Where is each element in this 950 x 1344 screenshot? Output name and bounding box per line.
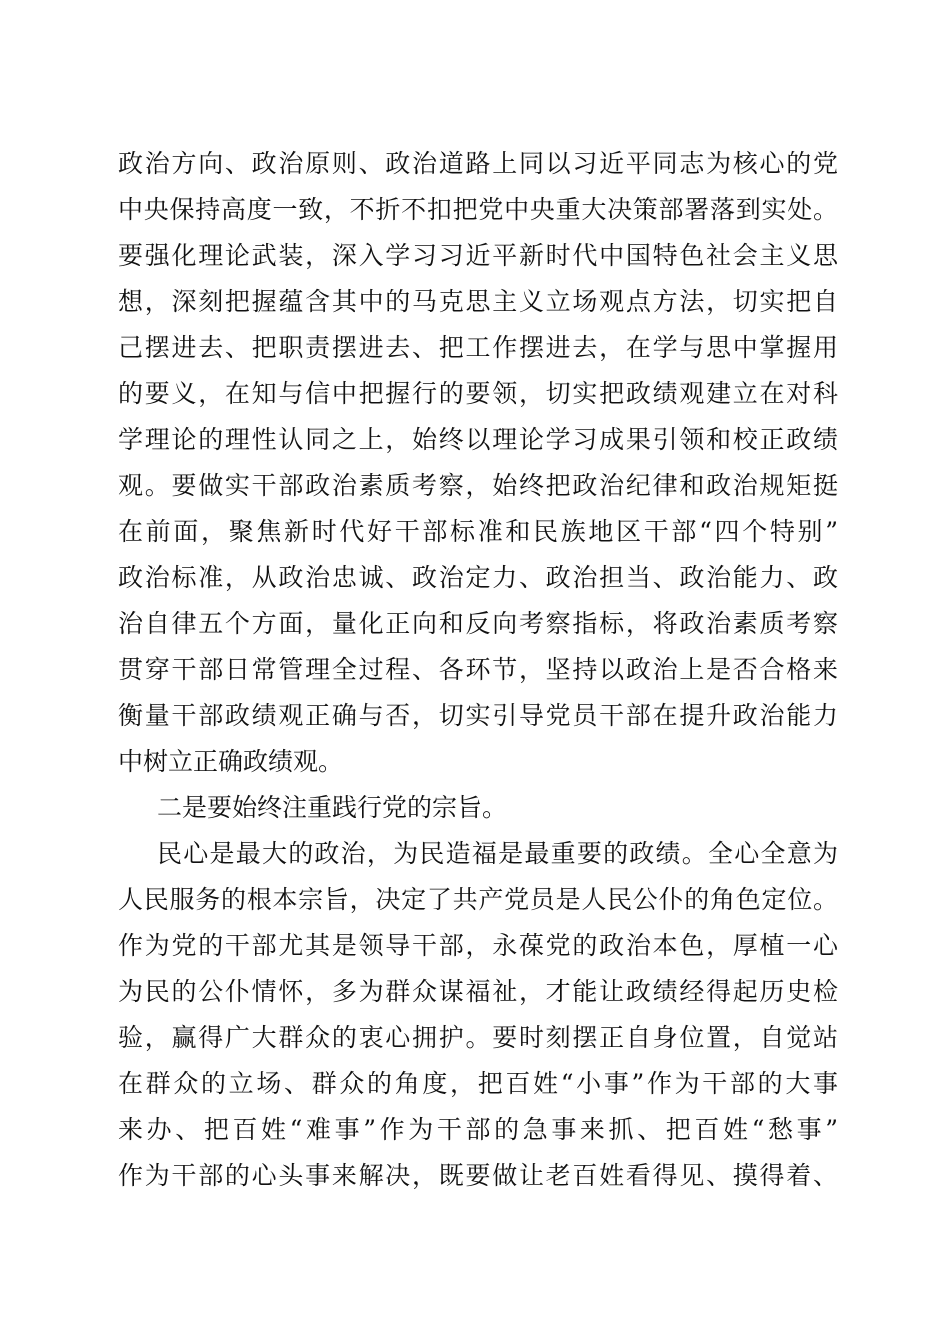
- paragraph-1-line-6: 的要义，在知与信中把握行的要领，切实把政绩观建立在对科: [118, 379, 838, 408]
- paragraph-1-line-7: 学理论的理性认同之上，始终以理论学习成果引领和校正政绩: [118, 425, 838, 454]
- paragraph-1-line-11: 治自律五个方面，量化正向和反向考察指标，将政治素质考察: [118, 609, 838, 638]
- paragraph-1-line-4: 想，深刻把握蕴含其中的马克思主义立场观点方法，切实把自: [118, 287, 838, 316]
- paragraph-1-line-2: 中央保持高度一致，不折不扣把党中央重大决策部署落到实处。: [118, 195, 838, 224]
- section-heading: 二是要始终注重践行党的宗旨。: [157, 793, 508, 822]
- paragraph-2-line-5: 验，赢得广大群众的衷心拥护。要时刻摆正自身位置，自觉站: [118, 1023, 838, 1052]
- paragraph-2-line-4: 为民的公仆情怀，多为群众谋福祉，才能让政绩经得起历史检: [118, 977, 838, 1006]
- paragraph-1-line-8: 观。要做实干部政治素质考察，始终把政治纪律和政治规矩挺: [118, 471, 838, 500]
- paragraph-2-line-1: 民心是最大的政治，为民造福是最重要的政绩。全心全意为: [157, 839, 838, 868]
- paragraph-1-line-12: 贯穿干部日常管理全过程、各环节，坚持以政治上是否合格来: [118, 655, 838, 684]
- paragraph-2-line-3: 作为党的干部尤其是领导干部，永葆党的政治本色，厚植一心: [118, 931, 838, 960]
- paragraph-1-line-13: 衡量干部政绩观正确与否，切实引导党员干部在提升政治能力: [118, 701, 838, 730]
- paragraph-1-line-3: 要强化理论武装，深入学习习近平新时代中国特色社会主义思: [118, 241, 838, 270]
- paragraph-1-line-1: 政治方向、政治原则、政治道路上同以习近平同志为核心的党: [118, 149, 838, 178]
- paragraph-1-line-14: 中树立正确政绩观。: [118, 747, 344, 776]
- paragraph-2-line-2: 人民服务的根本宗旨，决定了共产党员是人民公仆的角色定位。: [118, 885, 838, 914]
- paragraph-2-line-7: 来办、把百姓“难事”作为干部的急事来抓、把百姓“愁事”: [118, 1115, 838, 1144]
- paragraph-1-line-10: 政治标准，从政治忠诚、政治定力、政治担当、政治能力、政: [118, 563, 838, 592]
- paragraph-1-line-9: 在前面，聚焦新时代好干部标准和民族地区干部“四个特别”: [118, 517, 838, 546]
- paragraph-1-line-5: 己摆进去、把职责摆进去、把工作摆进去，在学与思中掌握用: [118, 333, 838, 362]
- paragraph-2-line-8: 作为干部的心头事来解决，既要做让老百姓看得见、摸得着、: [118, 1161, 838, 1190]
- paragraph-2-line-6: 在群众的立场、群众的角度，把百姓“小事”作为干部的大事: [118, 1069, 838, 1098]
